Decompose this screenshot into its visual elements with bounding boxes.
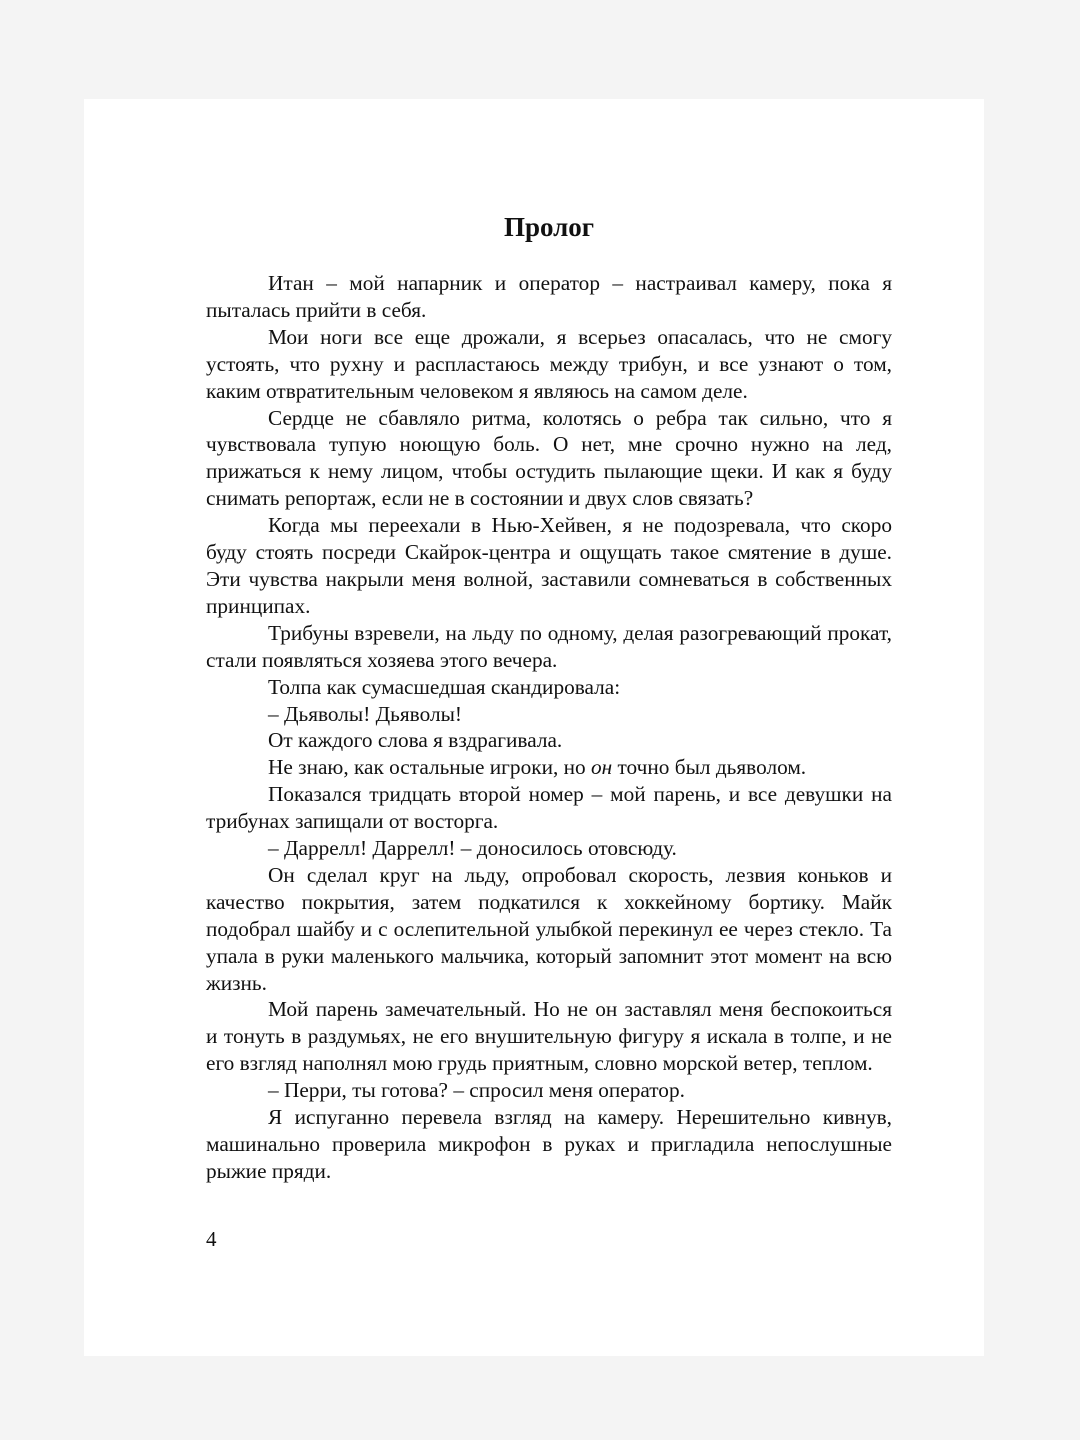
paragraph: Когда мы переехали в Нью-Хейвен, я не подозревала, что скоро буду стоять посреди Скайрок-центра и ощущать такое смятение в душе. Эти чувства накрыли меня волной, заставили сомневаться в собственных принципах.	[206, 513, 892, 618]
paragraph-text: точно был дьяволом.	[612, 755, 807, 780]
chapter-title: Пролог	[503, 212, 595, 242]
paragraph	[206, 754, 892, 781]
paragraph: Мой парень замечательный. Но не он заставлял меня беспокоиться и тонуть в раздумьях, не его внушительную фигуру я искала в толпе, и не его взгляд наполнял мою грудь приятным, словно морской ветер, теплом.	[206, 997, 892, 1076]
paragraph-text: Не знаю, как остальные игроки, но	[268, 755, 591, 780]
paragraph: Мои ноги все еще дрожали, я всерьез опасалась, что не смогу устоять, что рухну и распластаюсь между трибун, и все узнают о том, каким отвратительным человеком я являюсь на самом деле.	[206, 324, 892, 403]
page-number: 4	[206, 1227, 217, 1251]
paragraph: Показался тридцать второй номер – мой парень, и все девушки на трибунах запищали от восторга.	[206, 782, 892, 834]
chapter-text	[206, 270, 892, 1185]
book-page	[84, 99, 984, 1356]
paragraph: Итан – мой напарник и оператор – настраивал камеру, пока я пыталась прийти в себя.	[206, 271, 892, 322]
paragraph: – Даррелл! Даррелл! – доносилось отовсюду.	[268, 836, 677, 861]
paragraph: Трибуны взревели, на льду по одному, делая разогревающий прокат, стали появляться хозяева этого вечера.	[206, 620, 892, 672]
paragraph: От каждого слова я вздрагивала.	[268, 728, 563, 753]
paragraph: Толпа как сумасшедшая скандировала:	[268, 674, 621, 699]
paragraph: – Перри, ты готова? – спросил меня оператор.	[268, 1078, 685, 1103]
paragraph: – Дьяволы! Дьяволы!	[268, 701, 462, 726]
paragraph: Он сделал круг на льду, опробовал скорость, лезвия коньков и качество покрытия, затем подкатился к хоккейному бортику. Майк подобрал шайбу и с ослепительной улыбкой перекинул ее через стекло. Та упала в руки маленького мальчика, который запомнит этот момент на всю жизнь.	[206, 862, 892, 995]
paragraph: Сердце не сбавляло ритма, колотясь о ребра так сильно, что я чувствовала тупую ноющую боль. О нет, мне срочно нужно на лед, прижаться к нему лицом, чтобы остудить пылающие щеки. И как я буду снимать репортаж, если не в состоянии и двух слов связать?	[206, 405, 892, 511]
paragraph: Я испуганно перевела взгляд на камеру. Нерешительно кивнув, машинально проверила микрофон в руках и пригладила непослушные рыжие пряди.	[206, 1105, 892, 1183]
italic-word: он	[590, 755, 613, 780]
